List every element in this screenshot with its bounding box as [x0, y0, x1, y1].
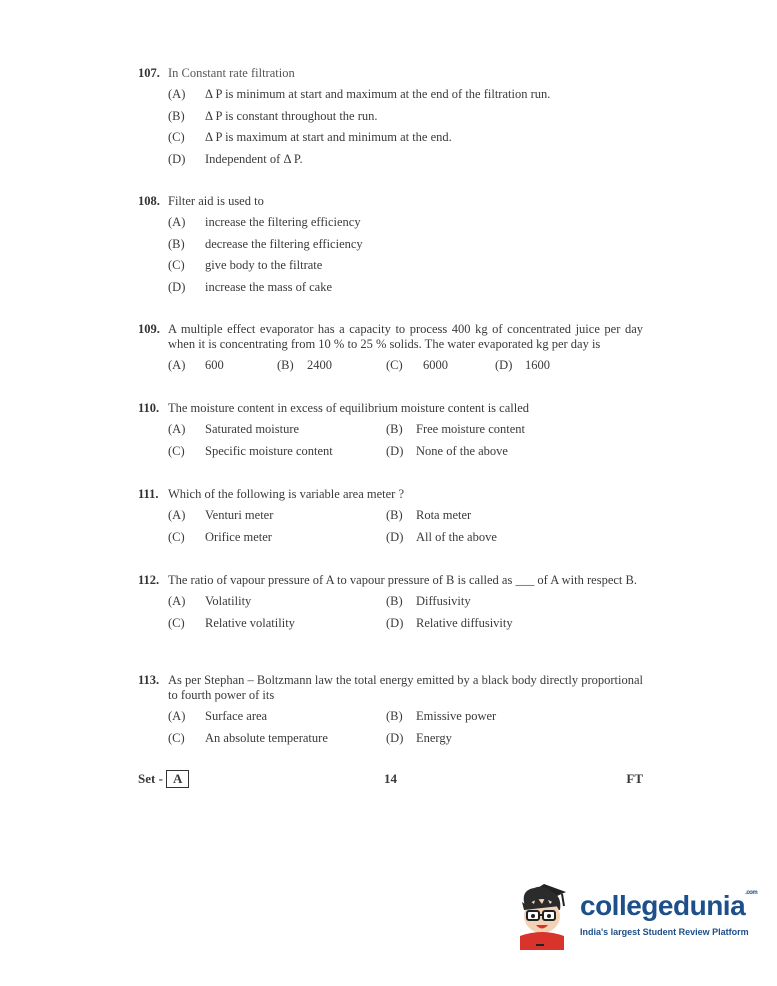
question-number: 108. — [138, 194, 160, 208]
set-value-box: A — [166, 770, 189, 788]
options-row-1 — [168, 594, 643, 616]
question-108 — [138, 194, 643, 301]
option-b: (B) Emissive power — [386, 709, 497, 723]
question-text: As per Stephan – Boltzmann law the total energy emitted by a black body directly proportional to fourth power of its — [168, 673, 643, 702]
question-number: 112. — [138, 573, 160, 587]
question-text: In Constant rate filtration — [168, 66, 295, 80]
question-text: The moisture content in excess of equilibrium moisture content is called — [168, 401, 530, 415]
option-d: (D) Relative diffusivity — [386, 615, 513, 630]
option-a: (A) Saturated moisture — [168, 422, 300, 436]
question-112 — [138, 573, 643, 637]
option-a: (A) Volatility — [168, 594, 252, 608]
question-text: The ratio of vapour pressure of A to vapour pressure of B is called as ___ of A with respect B. — [168, 573, 637, 587]
logo-wordmark: collegedunia$^{.com}$ — [580, 890, 758, 921]
option-b: (B) decrease the filtering efficiency — [168, 236, 363, 251]
option-d: (D) None of the above — [386, 443, 508, 458]
question-stem — [138, 401, 643, 416]
question-number: 111. — [138, 487, 159, 501]
options-row-1 — [168, 422, 643, 444]
option-a: (A) increase the filtering efficiency — [168, 215, 361, 229]
question-number: 109. — [138, 322, 160, 336]
option-b: (B) Diffusivity — [386, 594, 471, 608]
option-b: (B) Free moisture content — [386, 422, 525, 436]
page-footer — [138, 771, 643, 789]
option-c: (C) Specific moisture content — [168, 443, 333, 458]
question-110 — [138, 401, 643, 465]
question-109 — [138, 322, 643, 379]
options-row-2 — [168, 616, 643, 638]
mascot-icon — [514, 880, 576, 950]
question-number: 113. — [138, 673, 160, 687]
question-107 — [138, 66, 643, 173]
option-d: (D) 1600 — [495, 358, 550, 372]
option-b: (B) Δ P is constant throughout the run. — [168, 108, 378, 123]
question-stem — [138, 322, 643, 352]
question-text: A multiple effect evaporator has a capacity to process 400 kg of concentrated juice per day when it is concentrating from 10 % to 25 % solids. The water evaporated kg per day is — [168, 322, 643, 351]
options-row-2 — [168, 444, 643, 466]
options-row-2 — [168, 530, 643, 552]
option-c: (C) 6000 — [386, 358, 448, 372]
option-d: (D) All of the above — [386, 529, 497, 544]
option-b: (B) Rota meter — [386, 508, 472, 522]
option-a: (A) Venturi meter — [168, 508, 274, 522]
question-111 — [138, 487, 643, 551]
options-row — [168, 358, 643, 379]
question-stem — [138, 573, 643, 588]
option-d: (D) increase the mass of cake — [168, 279, 333, 294]
option-a: (A) Surface area — [168, 709, 268, 723]
question-text: Filter aid is used to — [168, 194, 264, 208]
question-stem — [138, 487, 643, 502]
option-c: (C) Orifice meter — [168, 529, 272, 544]
option-b: (B) 2400 — [277, 358, 332, 372]
option-c: (C) give body to the filtrate — [168, 258, 323, 272]
option-c: (C) An absolute temperature — [168, 730, 328, 745]
question-text: Which of the following is variable area meter ? — [168, 487, 405, 501]
logo-tagline: India's largest Student Review Platform — [580, 927, 749, 937]
option-d: (D) Independent of Δ P. — [168, 151, 303, 166]
question-stem — [138, 194, 643, 209]
question-stem — [138, 673, 643, 703]
collegedunia-logo — [514, 880, 758, 950]
options-row-1 — [168, 709, 643, 731]
question-number: 107. — [138, 66, 160, 80]
options-row-1 — [168, 508, 643, 530]
option-a: (A) Δ P is minimum at start and maximum at the end of the filtration run. — [168, 87, 551, 101]
option-c: (C) Relative volatility — [168, 615, 295, 630]
question-113 — [138, 673, 643, 752]
option-a: (A) 600 — [168, 358, 224, 372]
page-number: 14 — [384, 771, 397, 786]
question-number: 110. — [138, 401, 160, 415]
set-label: Set - — [138, 771, 163, 786]
question-stem — [138, 66, 643, 81]
option-c: (C) Δ P is maximum at start and minimum at the end. — [168, 130, 452, 144]
option-d: (D) Energy — [386, 730, 452, 745]
paper-code: FT — [626, 771, 643, 786]
options-row-2 — [168, 731, 643, 753]
